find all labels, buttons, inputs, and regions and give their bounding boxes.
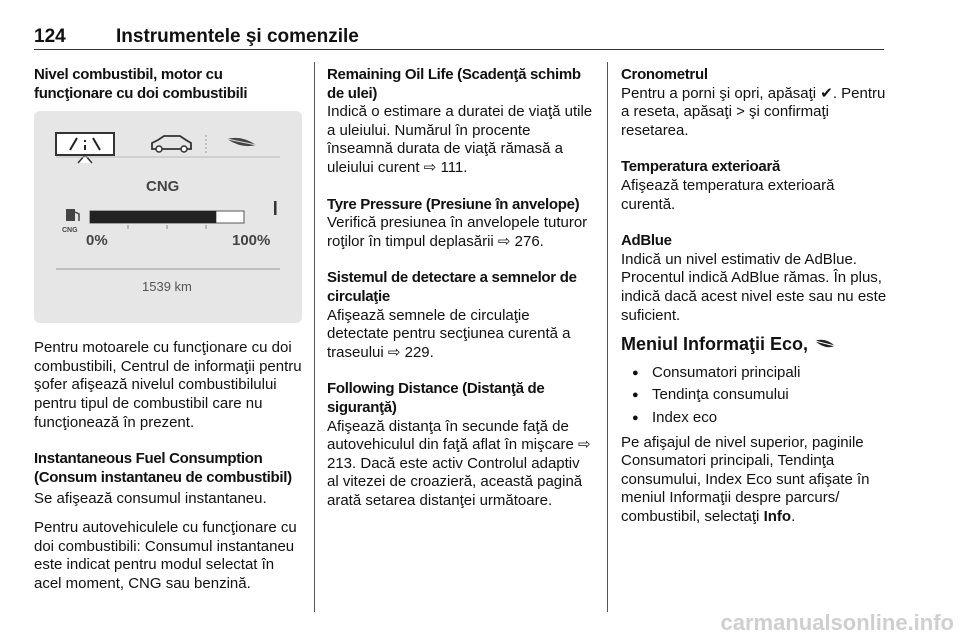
section-heading: Tyre Pressure (Presiune în anvelope) xyxy=(327,195,580,213)
paragraph: Afişează temperatura exterioară curentă. xyxy=(621,176,835,213)
cng-icon-label: CNG xyxy=(62,227,78,235)
gauge-min-label: 0% xyxy=(86,232,108,250)
info-tab-box xyxy=(56,133,114,155)
paragraph: Verifică presiunea în anvelopele tuturor roţilor în timpul deplasării ⇨ 276. xyxy=(327,214,588,250)
column-divider xyxy=(607,62,608,612)
section-heading-eco: Meniul Informaţii Eco, xyxy=(621,335,889,354)
eco-leaf-icon xyxy=(813,337,837,351)
section-heading: Nivel combustibil, motor cu funcţionare cu doi combustibili xyxy=(34,66,248,102)
scroll-indicator xyxy=(274,201,277,215)
watermark: carmanualsonline.info xyxy=(720,610,954,635)
paragraph: Indică o estimare a duratei de viaţă utile a uleiului. Numărul în procente înseamnă durata de viaţă rămasă a uleiului curent ⇨ 111. xyxy=(327,103,593,176)
list-item: ● Index eco xyxy=(621,409,889,428)
fuel-gauge-fill xyxy=(90,211,216,223)
section-heading: Cronometrul xyxy=(621,66,708,83)
column-3 xyxy=(621,66,889,536)
tab-pointer xyxy=(78,155,92,163)
paragraph: Pentru a porni şi opri, apăsaţi ✔. Pentru a reseta, apăsaţi > şi confirmaţi resetarea. xyxy=(621,84,886,139)
paragraph: Pe afişajul de nivel superior, paginile Consumatori principali, Tendinţa consumului, Index Eco sunt afişate în meniul Informaţii despre parcurs/ combustibil, selectaţi Info. xyxy=(621,433,870,525)
column-2 xyxy=(327,66,595,520)
paragraph: Afişează semnele de circulaţie detectate pentru secţiunea curentă a traseului ⇨ 229. xyxy=(327,306,571,361)
section-heading: AdBlue xyxy=(621,232,672,250)
paragraph: Indică un nivel estimativ de AdBlue. Procentul indică AdBlue rămas. În plus, indică dacă acest nivel este sau nu este suficient. xyxy=(621,250,887,324)
paragraph: Afişează distanţa în secunde faţă de autovehiculul din faţă aflat în mişcare ⇨ 213. Dacă este activ Controlul adaptiv al vitezei de croazieră, această pagină arată setarea distanţei următoare. xyxy=(327,417,591,509)
bullet-list xyxy=(621,364,889,428)
page-title: Instrumentele şi comenzile xyxy=(116,26,359,47)
list-item: ● Tendinţa consumului xyxy=(621,386,889,405)
page-header xyxy=(34,24,884,50)
tab-bar xyxy=(56,133,280,163)
section-heading: Instantaneous Fuel Consumption (Consum instantaneu de combustibil) xyxy=(34,450,292,486)
car-icon xyxy=(152,136,191,152)
eco-leaf-icon xyxy=(227,138,256,146)
fuel-pump-icon xyxy=(66,209,79,221)
fuel-level-display-figure xyxy=(34,111,302,323)
paragraph: Se afişează consumul instantaneu. xyxy=(34,490,267,508)
fuel-type-label: CNG xyxy=(146,178,180,196)
section-heading: Sistemul de detectare a semnelor de circulaţie xyxy=(327,269,577,305)
column-divider xyxy=(314,62,315,612)
page-number: 124 xyxy=(34,26,66,47)
section-heading: Temperatura exterioară xyxy=(621,158,781,176)
list-item: ● Consumatori principali xyxy=(621,364,889,383)
gauge-max-label: 100% xyxy=(232,232,271,250)
column-1 xyxy=(34,66,302,603)
odometer-value: 1539 km xyxy=(142,279,192,295)
paragraph: Pentru motoarele cu funcţionare cu doi combustibili, Centrul de informaţii pentru şofer afişează nivelul combustibilului pentru tipul de combustibil care nu funcţionează în prezent. xyxy=(34,339,302,431)
dic-display-illustration xyxy=(34,111,302,323)
section-heading: Following Distance (Distanţă de siguranţă) xyxy=(327,380,545,416)
section-heading: Remaining Oil Life (Scadenţă schimb de ulei) xyxy=(327,66,581,102)
paragraph: Pentru autovehiculele cu funcţionare cu doi combustibili: Consumul instantaneu este indicat pentru modul selectat în acel moment, CNG sau benzină. xyxy=(34,518,297,592)
